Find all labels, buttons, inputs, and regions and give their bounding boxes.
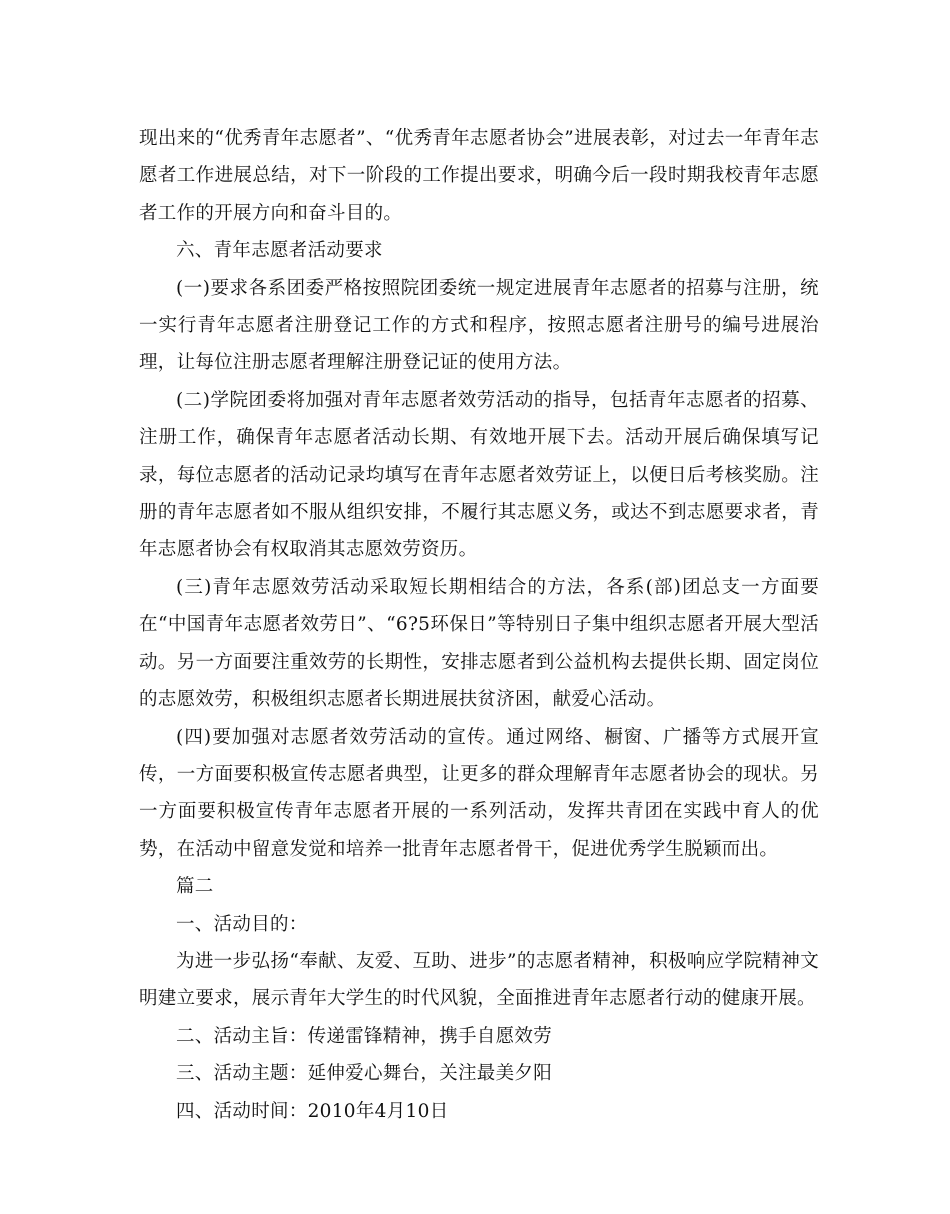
paragraph-award-summary: 现出来的“优秀青年志愿者”、“优秀青年志愿者协会”进展表彰，对过去一年青年志愿者工作进展总结，对下一阶段的工作提出要求，明确今后一段时期我校青年志愿者工作的开展方向和奋斗目的。 — [139, 128, 819, 224]
paragraph-requirement-1: (一)要求各系团委严格按照院团委统一规定进展青年志愿者的招募与注册，统一实行青年志愿者注册登记工作的方式和程序，按照志愿者注册号的编号进展治理，让每位注册志愿者理解注册登记证的使用方法。 — [139, 277, 819, 374]
paragraph-activity-purpose: 为进一步弘扬“奉献、友爱、互助、进步”的志愿者精神，积极响应学院精神文明建立要求，展示青年大学生的时代风貌，全面推进青年志愿者行动的健康开展。 — [139, 950, 819, 1010]
document-body — [139, 120, 819, 1130]
section-heading-part-two: 篇二 — [176, 876, 214, 898]
heading-activity-purpose: 一、活动目的： — [176, 913, 308, 935]
line-activity-theme: 三、活动主题：延伸爱心舞台，关注最美夕阳 — [176, 1063, 553, 1085]
paragraph-requirement-4: (四)要加强对志愿者效劳活动的宣传。通过网络、橱窗、广播等方式展开宣传，一方面要积极宣传志愿者典型，让更多的群众理解青年志愿者协会的现状。另一方面要积极宣传青年志愿者开展的一系列活动，发挥共青团在实践中育人的优势，在活动中留意发觉和培养一批青年志愿者骨干，促进优秀学生脱颖而出。 — [139, 726, 819, 860]
paragraph-requirement-2: (二)学院团委将加强对青年志愿者效劳活动的指导，包括青年志愿者的招募、注册工作，确保青年志愿者活动长期、有效地开展下去。活动开展后确保填写记录，每位志愿者的活动记录均填写在青年志愿者效劳证上，以便日后考核奖励。注册的青年志愿者如不服从组织安排，不履行其志愿义务，或达不到志愿要求者，青年志愿者协会有权取消其志愿效劳资历。 — [139, 389, 819, 561]
line-activity-tenet: 二、活动主旨：传递雷锋精神，携手自愿效劳 — [176, 1025, 553, 1047]
line-activity-time: 四、活动时间：2010年4月10日 — [176, 1100, 449, 1122]
paragraph-requirement-3: (三)青年志愿效劳活动采取短长期相结合的方法，各系(部)团总支一方面要在“中国青年志愿者效劳日”、“6?5环保日”等特别日子集中组织志愿者开展大型活动。另一方面要注重效劳的长期性，安排志愿者到公益机构去提供长期、固定岗位的志愿效劳，积极组织志愿者长期进展扶贫济困，献爱心活动。 — [139, 576, 819, 711]
heading-activity-requirements: 六、青年志愿者活动要求 — [176, 240, 383, 262]
